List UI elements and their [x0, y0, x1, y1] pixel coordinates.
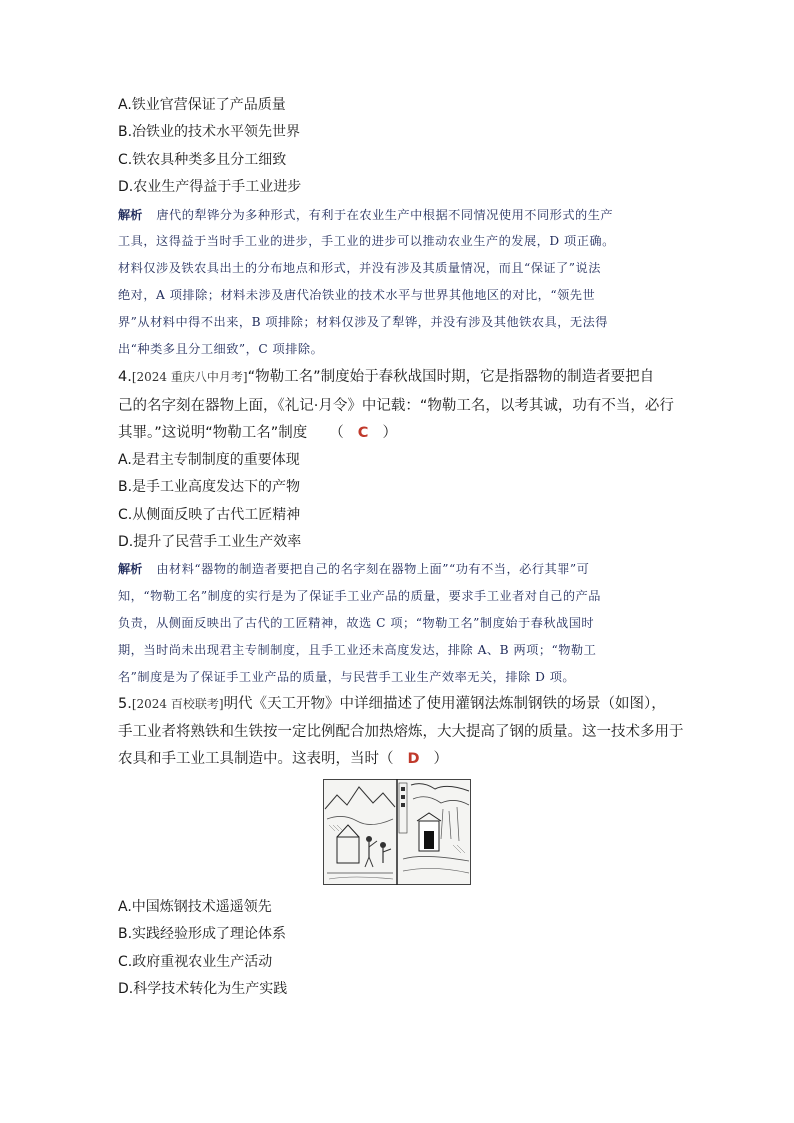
q5-option-b: B.实践经验形成了理论体系 — [118, 926, 287, 942]
q4-source: [2024 重庆八中月考] — [131, 370, 248, 384]
explanation-tag: 解析 — [118, 208, 143, 222]
explanation-tag: 解析 — [118, 562, 143, 576]
q4-option-b: B.是手工业高度发达下的产物 — [118, 479, 301, 495]
q5-answer: D — [407, 751, 420, 767]
q5-source: [2024 百校联考] — [131, 697, 224, 711]
q3-explanation-line-5: 界”从材料中得不出来，B 项排除；材料仅涉及了犁铧，并没有涉及其他铁农具，无法得 — [118, 315, 608, 329]
q3-explanation-line-1: 解析 唐代的犁铧分为多种形式，有利于在农业生产中根据不同情况使用不同形式的生产 — [118, 208, 614, 222]
q5-option-d: D.科学技术转化为生产实践 — [118, 981, 288, 997]
q3-option-b: B.冶铁业的技术水平领先世界 — [118, 124, 301, 140]
q4-stem-line-2: 己的名字刻在器物上面，《礼记·月令》中记载：“物勒工名，以考其诚，功有不当，必行 — [118, 398, 674, 414]
q4-number: 4. — [118, 369, 132, 385]
q4-explanation-line-3: 负责，从侧面反映出了古代的工匠精神，故选 C 项；“物勒工名”制度始于春秋战国时 — [118, 616, 595, 630]
q4-stem-line-1: 4.[2024 重庆八中月考]“物勒工名”制度始于春秋战国时期，它是指器物的制造者要把自 — [118, 369, 655, 385]
q3-explanation-line-6: 出“种类多且分工细致”，C 项排除。 — [118, 342, 324, 356]
q5-option-c: C.政府重视农业生产活动 — [118, 954, 273, 970]
q4-option-d: D.提升了民营手工业生产效率 — [118, 534, 302, 550]
q4-explanation-line-4: 期，当时尚未出现君主专制制度，且手工业还未高度发达，排除 A、B 两项；“物勒工 — [118, 643, 597, 657]
q3-explanation-line-3: 材料仅涉及铁农具出土的分布地点和形式，并没有涉及其质量情况，而且“保证了”说法 — [118, 261, 601, 275]
q4-stem-line-3: 其罪。”这说明“物勒工名”制度 （ C ） — [118, 425, 397, 441]
q3-explanation-line-2: 工具，这得益于当时手工业的进步，手工业的进步可以推动农业生产的发展，D 项正确。 — [118, 234, 615, 248]
q5-option-a: A.中国炼钢技术遥遥领先 — [118, 899, 272, 915]
q3-explanation-line-4: 绝对，A 项排除；材料未涉及唐代冶铁业的技术水平与世界其他地区的对比，“领先世 — [118, 288, 596, 302]
q5-stem-line-3: 农具和手工业工具制造中。这表明，当时（ D ） — [118, 751, 449, 767]
q4-option-a: A.是君主专制制度的重要体现 — [118, 452, 300, 468]
q5-stem-line-2: 手工业者将熟铁和生铁按一定比例配合加热熔炼，大大提高了钢的质量。这一技术多用于 — [118, 724, 684, 740]
q4-answer: C — [357, 425, 369, 441]
q4-explanation-line-2: 知，“物勒工名”制度的实行是为了保证手工业产品的质量，要求手工业者对自己的产品 — [118, 589, 601, 603]
q3-option-d: D.农业生产得益于手工业进步 — [118, 179, 302, 195]
q5-number: 5. — [118, 696, 132, 712]
q4-explanation-line-5: 名”制度是为了保证手工业产品的质量，与民营手工业生产效率无关，排除 D 项。 — [118, 670, 576, 684]
q4-option-c: C.从侧面反映了古代工匠精神 — [118, 507, 301, 523]
q5-stem-line-1: 5.[2024 百校联考]明代《天工开物》中详细描述了使用灌钢法炼制钢铁的场景（如图）， — [118, 696, 666, 712]
q3-option-c: C.铁农具种类多且分工细致 — [118, 152, 287, 168]
q3-option-a: A.铁业官营保证了产品质量 — [118, 97, 286, 113]
steelmaking-woodblock-illustration — [323, 779, 471, 885]
q4-explanation-line-1: 解析 由材料“器物的制造者要把自己的名字刻在器物上面”“功有不当，必行其罪”可 — [118, 562, 590, 576]
